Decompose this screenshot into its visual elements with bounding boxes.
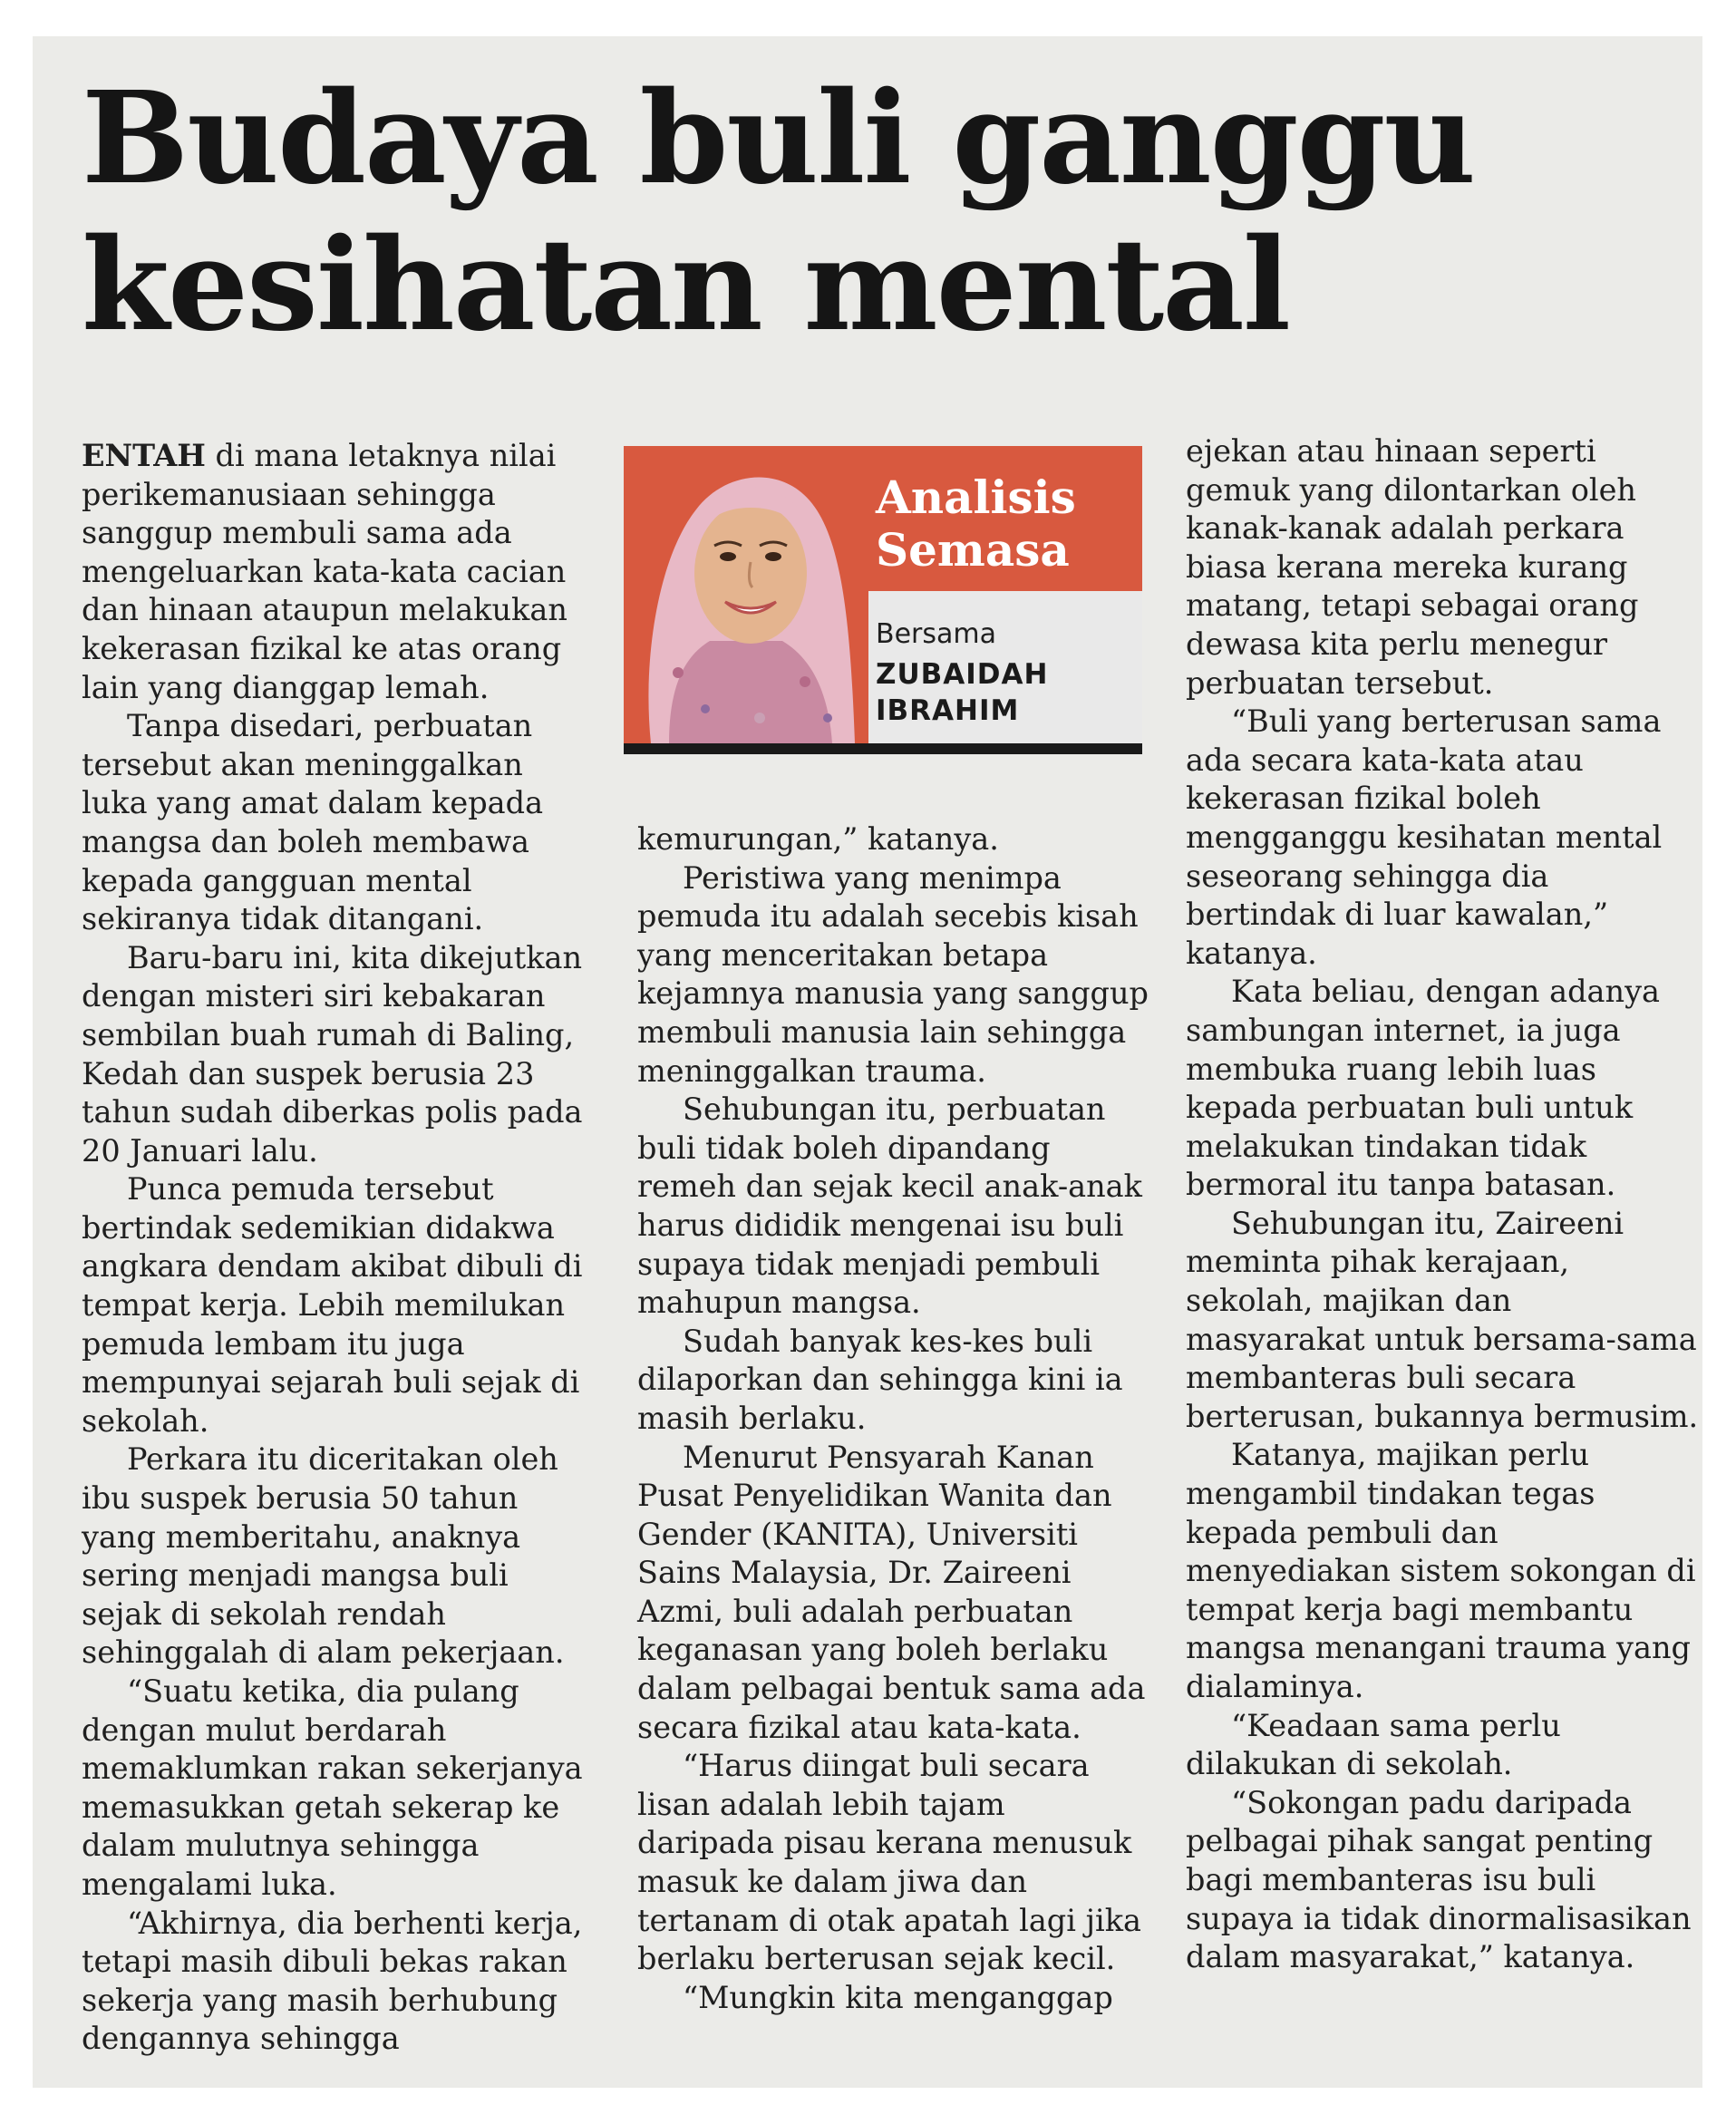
article-column-3 (1186, 432, 1699, 1977)
paragraph: “Buli yang berterusan sama ada secara kata-kata atau kekerasan fizikal boleh mengganggu kesihatan mental seseorang sehingga dia bertindak di luar kawalan,” katanya. (1186, 703, 1663, 971)
columnist-box (624, 446, 1142, 754)
paragraph: Sehubungan itu, Zaireeni meminta pihak kerajaan, sekolah, majikan dan masyarakat untuk bersama-sama membanteras buli secara berterusan, bukannya bermusim. (1186, 1205, 1699, 1434)
paragraph: Sehubungan itu, perbuatan buli tidak boleh dipandang remeh dan sejak kecil anak-anak harus dididik mengenai isu buli supaya tidak menjadi pembuli mahupun mangsa. (637, 1091, 1142, 1321)
article-column-1 (82, 437, 595, 2059)
lead-text: di mana letaknya nilai perikemanusiaan sehingga sanggup membuli sama ada mengeluarkan kata-kata cacian dan hinaan ataupun melakukan kekerasan fizikal ke atas orang lain yang dianggap lemah. (82, 438, 567, 705)
paragraph: Peristiwa yang menimpa pemuda itu adalah secebis kisah yang menceritakan betapa kejamnya manusia yang sanggup membuli manusia lain sehingga meninggalkan trauma. (637, 859, 1149, 1089)
paragraph: Sudah banyak kes-kes buli dilaporkan dan sehingga kini ia masih berlaku. (637, 1323, 1123, 1436)
author-first-line: ZUBAIDAH (876, 658, 1049, 691)
paragraph: Baru-baru ini, kita dikejutkan dengan misteri siri kebakaran sembilan buah rumah di Baling, Kedah dan suspek berusia 23 tahun sudah diberkas polis pada 20 Januari lalu. (82, 939, 583, 1169)
columnist-photo (624, 446, 868, 743)
paragraph: Tanpa disedari, perbuatan tersebut akan meninggalkan luka yang amat dalam kepada mangsa dan boleh membawa kepada gangguan mental sekiranya tidak ditangani. (82, 708, 544, 937)
paragraph: ejekan atau hinaan seperti gemuk yang dilontarkan oleh kanak-kanak adalah perkara biasa kerana mereka kurang matang, tetapi sebagai orang dewasa kita perlu menegur perbuatan tersebut. (1186, 433, 1639, 701)
paragraph: “Suatu ketika, dia pulang dengan mulut berdarah memaklumkan rakan sekerjanya memasukkan getah sekerap ke dalam mulutnya sehingga mengalami luka. (82, 1673, 583, 1902)
column-title-line1: Analisis (876, 470, 1076, 524)
paragraph: Katanya, majikan perlu mengambil tindakan tegas kepada pembuli dan menyediakan sistem sokongan di tempat kerja bagi membantu mangsa menangani trauma yang dialaminya. (1186, 1437, 1696, 1704)
paragraph: “Harus diingat buli secara lisan adalah lebih tajam daripada pisau kerana menusuk masuk ke dalam jiwa dan tertanam di otak apatah lagi jika berlaku berterusan sejak kecil. (637, 1748, 1141, 1977)
lead-word: ENTAH (82, 438, 206, 473)
paragraph: Perkara itu diceritakan oleh ibu suspek berusia 50 tahun yang memberitahu, anaknya sering menjadi mangsa buli sejak di sekolah rendah sehinggalah di alam pekerjaan. (82, 1441, 565, 1671)
paragraph (82, 437, 595, 707)
headline: Budaya buli ganggu kesihatan mental (82, 64, 1475, 360)
paragraph: Kata beliau, dengan adanya sambungan internet, ia juga membuka ruang lebih luas kepada perbuatan buli untuk melakukan tindakan tidak bermoral itu tanpa batasan. (1186, 974, 1660, 1203)
column-title-line2: Semasa (876, 523, 1070, 577)
paragraph: kemurungan,” katanya. (637, 821, 999, 857)
divider-rule (624, 743, 1142, 754)
article-column-2 (637, 820, 1150, 2017)
paragraph: “Sokongan padu daripada pelbagai pihak sangat penting bagi membanteras isu buli supaya ia tidak dinormalisasikan dalam masyarakat,” katanya. (1186, 1784, 1692, 1975)
author-second-line: IBRAHIM (876, 694, 1020, 727)
paragraph: “Keadaan sama perlu dilakukan di sekolah. (1186, 1707, 1561, 1782)
byline-label: Bersama (876, 618, 996, 650)
columnist-portrait-image (624, 446, 868, 743)
paragraph: “Akhirnya, dia berhenti kerja, tetapi masih dibuli bekas rakan sekerja yang masih berhubung dengannya sehingga (82, 1905, 583, 2057)
author-name (876, 656, 1139, 729)
column-title (876, 471, 1142, 577)
paragraph: “Mungkin kita menganggap (683, 1979, 1113, 2015)
paragraph: Menurut Pensyarah Kanan Pusat Penyelidikan Wanita dan Gender (KANITA), Universiti Sains Malaysia, Dr. Zaireeni Azmi, buli adalah perbuatan keganasan yang boleh berlaku dalam pelbagai bentuk sama ada secara fizikal atau kata-kata. (637, 1439, 1146, 1745)
paragraph: Punca pemuda tersebut bertindak sedemikian didakwa angkara dendam akibat dibuli di tempat kerja. Lebih memilukan pemuda lembam itu juga mempunyai sejarah buli sejak di sekolah. (82, 1171, 583, 1439)
